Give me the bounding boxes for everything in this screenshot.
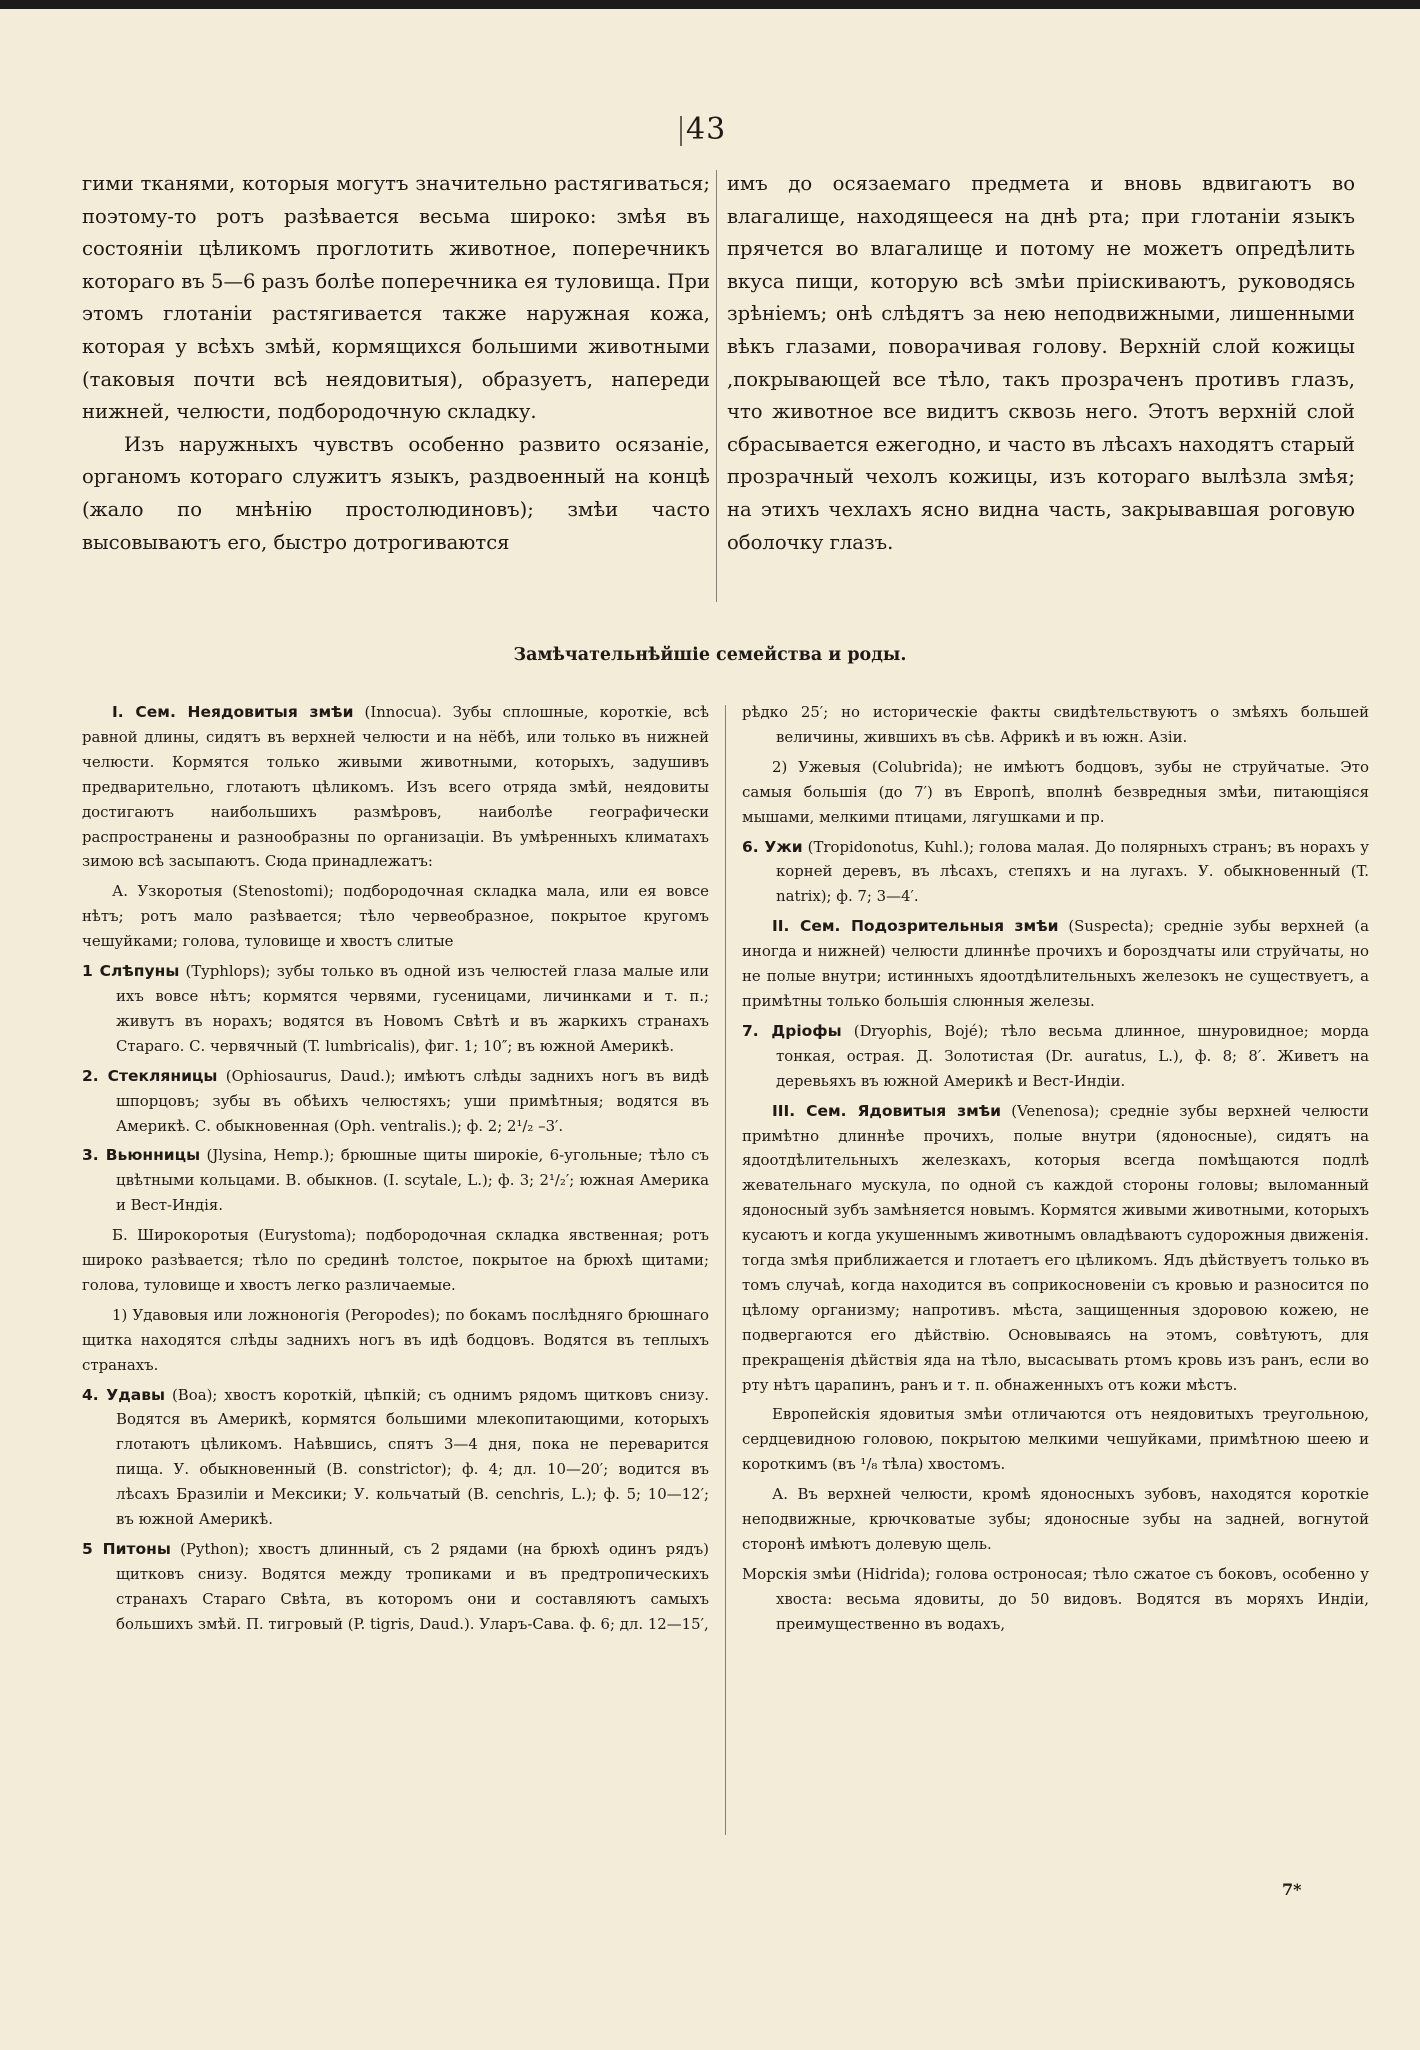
genus-text: (Dryophis, Bojé); тѣло весьма длинное, шнуровидное; морда тонкая, острая. Д. Золотистая (Dr. auratus, L.), ф. 8; 8′. Живетъ на деревьяхъ въ южной Америкѣ и Вест-Индіи. (776, 1021, 1369, 1090)
genus-text: (Python); хвостъ длинный, съ 2 рядами (на брюхѣ одинъ рядъ) щитковъ снизу. Водятся между тропиками и въ предтропическихъ странахъ Стараго Свѣта, въ которомъ они и составляютъ самыхъ большихъ змѣй. П. тигровый (P. tigris, Daud.). Уларъ-Сава. ф. 6; дл. 12—15′, (116, 1540, 709, 1633)
paragraph: гими тканями, которыя могутъ значительно растягиваться; поэтому-то ротъ разѣвается весьма широко: змѣя въ состояніи цѣликомъ проглотить животное, поперечникъ котораго въ 5—6 разъ болѣе поперечника ея туловища. При этомъ глотаніи растягивается также наружная кожа, которая у всѣхъ змѣй, кормящихся большими животными (таковыя почти всѣ неядовитыя), образуетъ, напереди нижней, челюсти, подбородочную складку. (82, 172, 710, 424)
column-divider (716, 170, 717, 602)
lower-left-column (82, 700, 709, 1642)
page-number: 43 (686, 112, 766, 147)
family-title: II. Сем. Подозрительныя змѣи (772, 917, 1059, 936)
continuation-text: рѣдко 25′; но историческіе факты свидѣтельствуютъ о змѣяхъ большей величины, жившихъ въ сѣв. Африкѣ и въ южн. Азіи. (742, 703, 1369, 746)
signature-mark: 7* (1282, 1880, 1302, 1899)
subgroup-entry: 2) Ужевыя (Colubrida); не имѣютъ бодцовъ, зубы не струйчатые. Это самыя большія (до 7′) въ Европѣ, вполнѣ безвредныя змѣи, питающіяся мышами, мелкими птицами, лягушками и пр. (742, 757, 1369, 826)
genus-text: (Boa); хвостъ короткій, цѣпкій; съ однимъ рядомъ щитковъ снизу. Водятся въ Америкѣ, кормятся большими млекопитающими, которыхъ глотаютъ цѣликомъ. Наѣвшись, спятъ 3—4 дня, пока не переварится пища. У. обыкновенный (B. constrictor); ф. 4; дл. 10—20′; водится въ лѣсахъ Бразиліи и Мексики; У. кольчатый (B. cenchris, L.); ф. 5; 10—12′; въ южной Америкѣ. (116, 1385, 709, 1529)
family-text: (Suspecta); средніе зубы верхней (а иногда и нижней) челюсти длиннѣе прочихъ и бороздчаты или струйчаты, но не полые внутри; истинныхъ ядоотдѣлительныхъ железокъ не существуетъ, а примѣтны только большія слюнныя железы. (742, 917, 1369, 1010)
family-title: III. Сем. Ядовитыя змѣи (772, 1101, 1002, 1120)
genus-title: 7. Дріофы (742, 1021, 842, 1040)
paragraph: Изъ наружныхъ чувствъ особенно развито осязаніе, органомъ котораго служитъ языкъ, раздвоенный на концѣ (жало по мнѣнію простолюдиновъ); змѣи часто высовываютъ его, быстро дотрогиваются (82, 432, 710, 554)
genus-title: 5 Питоны (82, 1540, 171, 1558)
family-entry (742, 1099, 1369, 1398)
family-entry (82, 700, 709, 874)
group-entry: А. Узкоротыя (Stenostomi); подбородочная складка мала, или ея вовсе нѣтъ; ротъ мало разѣвается; тѣло червеобразное, покрытое кругомъ чешуйками; голова, туловище и хвостъ слитые (82, 882, 709, 951)
group-entry: Б. Широкоротыя (Eurystoma); подбородочная складка явственная; ротъ широко разѣвается; тѣло по срединѣ толстое, покрытое на брюхѣ щитами; голова, туловище и хвостъ легко различаемые. (82, 1226, 709, 1294)
genus-text: (Typhlops); зубы только въ одной изъ челюстей глаза малые или ихъ вовсе нѣтъ; кормятся червями, гусеницами, личинками и т. п.; живутъ въ норахъ; водятся въ Новомъ Свѣтѣ и въ жаркихъ странахъ Стараго. С. червячный (T. lumbricalis), фиг. 1; 10″; въ южной Америкѣ. (116, 962, 709, 1055)
family-text: (Innocua). Зубы сплошные, короткіе, всѣ равной длины, сидятъ въ верхней челюсти и на нёбѣ, или только въ нижней челюсти. Кормятся только живыми животными, которыхъ, задушивъ предварительно, глотаютъ цѣликомъ. Изъ всего отряда змѣй, неядовиты достигаютъ наибольшихъ размѣровъ, наиболѣе географически распространены и разнообразны по организаціи. Въ умѣренныхъ климатахъ зимою всѣ засыпаютъ. Сюда принадлежатъ: (82, 703, 709, 871)
genus-entry (742, 835, 1369, 910)
upper-right-column (727, 168, 1355, 559)
genus-title: 1 Слѣпуны (82, 962, 180, 981)
genus-entry (82, 1064, 709, 1139)
upper-left-column (82, 168, 710, 559)
genus-title: 3. Вьюнницы (82, 1146, 201, 1165)
genus-text: (Jlysina, Hemp.); брюшные щиты широкіе, 6-угольные; тѣло съ цвѣтными кольцами. В. обыкнов. (I. scytale, L.); ф. 3; 2¹/₂′; южная Америка и Вест-Индія. (116, 1146, 709, 1215)
group-entry: А. Въ верхней челюсти, кромѣ ядоносныхъ зубовъ, находятся короткіе неподвижные, крючковатые зубы; ядоносные зубы на задней, вогнутой сторонѣ имѣютъ долевую щель. (742, 1485, 1369, 1553)
family-text: (Venenosa); средніе зубы верхней челюсти примѣтно длиннѣе прочихъ, полые внутри (ядоносные), сидятъ на ядоотдѣлительныхъ железкахъ, которыя всегда помѣщаются подлѣ жевательнаго мускула, по одной съ каждой стороны головы; выломанный ядоносный зубъ замѣняется новымъ. Кормятся живыми животными, которыхъ кусаютъ и когда укушеннымъ животнымъ овладѣваютъ судорожныя движенія. тогда змѣя приближается и глотаетъ его цѣликомъ. Ядъ дѣйствуетъ только въ томъ случаѣ, когда находится въ соприкосновеніи съ кровью и разносится по цѣлому организму; напротивъ. мѣста, защищенныя здоровою кожею, не подвергаются его дѣйствію. Основываясь на этомъ, совѣтуютъ, для прекращенія дѣйствія яда на тѣло, высасывать ртомъ кровь изъ ранъ, если во рту нѣтъ царапинъ, ранъ и т. п. обнаженныхъ отъ кожи мѣстъ. (742, 1101, 1369, 1394)
genus-text: (Ophiosaurus, Daud.); имѣютъ слѣды заднихъ ногъ въ видѣ шпорцовъ; зубы въ обѣихъ челюстяхъ; уши примѣтныя; водятся въ Америкѣ. С. обыкновенная (Oph. ventralis.); ф. 2; 2¹/₂ –3′. (116, 1066, 709, 1135)
genus-entry (82, 1383, 709, 1532)
genus-title: 6. Ужи (742, 837, 803, 856)
genus-title: 2. Стекляницы (82, 1066, 218, 1085)
genus-entry (82, 1143, 709, 1218)
genus-text: (Tropidonotus, Kuhl.); голова малая. До полярныхъ странъ; въ норахъ у корней деревъ, въ лѣсахъ, степяхъ и на лугахъ. У. обыкновенный (T. natrix); ф. 7; 3—4′. (776, 837, 1369, 906)
top-border (0, 0, 1420, 9)
genus-title: 4. Удавы (82, 1385, 166, 1404)
family-entry (742, 914, 1369, 1014)
paragraph: имъ до осязаемаго предмета и вновь вдвигаютъ во влагалище, находящееся на днѣ рта; при глотаніи языкъ прячется во влагалище и потому не можетъ опредѣлить вкуса пищи, которую всѣ змѣи пріискиваютъ, руководясь зрѣніемъ; онѣ слѣдятъ за нею неподвижными, лишенными вѣкъ глазами, поворачивая голову. Верхній слой кожицы ,покрывающей все тѣло, такъ прозраченъ противъ глазъ, что животное все видитъ сквозь него. Этотъ верхній слой сбрасывается ежегодно, и часто въ лѣсахъ находятъ старый прозрачный чехолъ кожицы, изъ котораго вылѣзла змѣя; на этихъ чехлахъ ясно видна часть, закрывавшая роговую оболочку глазъ. (727, 172, 1355, 554)
family-title: I. Сем. Неядовитыя змѣи (112, 703, 354, 721)
column-divider (725, 705, 726, 1835)
genus-entry (82, 1537, 709, 1637)
paragraph: Европейскія ядовитыя змѣи отличаются отъ неядовитыхъ треугольною, сердцевидною головою, покрытою мелкими чешуйками, примѣтною шеею и короткимъ (въ ¹/₈ тѣла) хвостомъ. (742, 1405, 1369, 1474)
section-heading: Замѣчательнѣйшіе семейства и роды. (513, 645, 907, 665)
subgroup-entry: 1) Удавовыя или ложноногія (Peropodes); по бокамъ послѣдняго брюшнаго щитка находятся слѣды заднихъ ногъ въ идѣ бодцовъ. Водятся въ теплыхъ странахъ. (82, 1305, 709, 1374)
genus-entry (742, 1019, 1369, 1094)
lower-right-column (742, 700, 1369, 1642)
group-entry: Морскія змѣи (Hidrida); голова остроносая; тѣло сжатое съ боковъ, особенно у хвоста: весьма ядовиты, до 50 видовъ. Водятся въ моряхъ Индіи, преимущественно въ водахъ, (742, 1564, 1369, 1633)
genus-entry (82, 959, 709, 1059)
